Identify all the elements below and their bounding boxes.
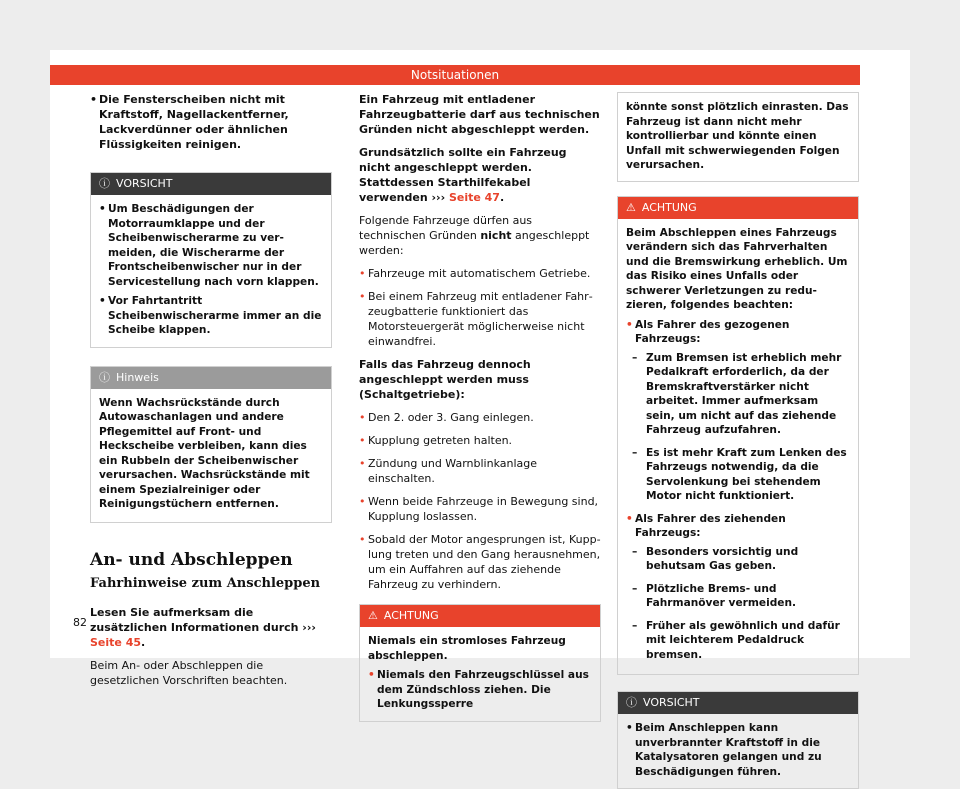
vorsicht-box	[90, 172, 332, 348]
para-1: Ein Fahrzeug mit entladener Fahrzeugbatterie darf aus technischen Gründen nicht abgeschleppt werden.	[359, 93, 600, 136]
page-header: Notsituationen	[50, 65, 860, 85]
achtung-text: Niemals ein stromloses Fahrzeug abschleppen.	[368, 635, 566, 662]
vorsicht-item-1: • Um Beschädigungen der Motorraumklappe und der Scheibenwischerarme zu vermeiden, die Wischerarme der Frontscheibenwischer nur in der Servicestellung nach vorn klappen.	[99, 202, 323, 289]
info-circle-icon: ⓘ	[99, 177, 110, 190]
hinweis-label: Hinweis	[116, 370, 159, 384]
list2-item: • Kupplung getreten halten.	[359, 433, 601, 448]
group2-item: – Früher als gewöhnlich und dafür mit leichterem Pedaldruck bremsen.	[626, 619, 850, 663]
warning-triangle-icon: ⚠	[626, 200, 636, 214]
list2-item: • Sobald der Motor angesprungen ist, Kupplung treten und den Gang herausnehmen, um ein Auffahren auf das ziehende Fahrzeug zu verhindern.	[359, 532, 601, 592]
vorsicht-box-2	[617, 691, 859, 789]
group1-item: – Zum Bremsen ist erheblich mehr Pedalkraft erforderlich, da der Bremskraftverstärker nicht arbeitet. Immer aufmerksam sein, um nicht auf das ziehende Fahrzeug aufzufahren.	[626, 351, 850, 438]
section-subtitle: Fahrhinweise zum Anschleppen	[90, 575, 321, 591]
hinweis-text: Wenn Wachsrückstände durch Autowaschanlagen und andere Pflegemittel auf Front- und Heckscheibe verbleiben, kann dies ein Rubbeln der Scheibenwischer verursachen. Wachsrückstände mit einem Spezialreiniger oder Reinigungstüchern entfernen.	[99, 396, 310, 510]
hinweis-box	[90, 366, 332, 523]
achtung-label: ACHTUNG	[383, 609, 439, 622]
column-1	[90, 92, 332, 696]
info-circle-icon: ⓘ	[626, 696, 637, 709]
section-title: An- und Abschleppen	[90, 549, 293, 570]
info-icon: ⓘ	[99, 370, 110, 384]
ref-link-seite-45[interactable]: Seite 45	[90, 635, 142, 649]
vorsicht-item-2: • Vor Fahrtantritt Scheibenwischerarme immer an die Scheibe klappen.	[99, 294, 323, 338]
achtung-continued-text: könnte sonst plötzlich einrasten. Das Fahrzeug ist dann nicht mehr kontrollierbar und könnte einen Unfall mit schwerwiegenden Folgen verursachen.	[626, 101, 849, 171]
group1-item: – Es ist mehr Kraft zum Lenken des Fahrzeugs notwendig, da die Servolenkung bei stehendem Motor nicht funktioniert.	[626, 446, 850, 504]
page-number: 82	[73, 616, 87, 629]
vorsicht-label: VORSICHT	[643, 696, 700, 709]
group2-item: – Plötzliche Brems- und Fahrmanöver vermeiden.	[626, 582, 850, 611]
para-2: Grundsätzlich sollte ein Fahrzeug nicht angeschleppt werden. Stattdessen Starthilfekabel verwenden ››› Seite 47.	[359, 146, 567, 204]
group2-item: – Besonders vorsichtig und behutsam Gas geben.	[626, 545, 850, 574]
body-text: Beim An- oder Abschleppen die gesetzlichen Vorschriften beachten.	[90, 658, 288, 687]
para-4: Falls das Fahrzeug dennoch angeschleppt werden muss (Schaltgetriebe):	[359, 358, 531, 401]
vorsicht-text: • Beim Anschleppen kann unverbrannter Kraftstoff in die Katalysatoren gelangen und zu Beschädigungen führen.	[626, 721, 850, 779]
ref-link-seite-47[interactable]: Seite 47	[448, 191, 500, 204]
list1-item: • Bei einem Fahrzeug mit entladener Fahrzeugbatterie funktioniert das Motorsteuergerät möglicherweise nicht einwandfrei.	[359, 289, 601, 349]
lead-text: Lesen Sie aufmerksam die zusätzlichen Informationen durch ››› Seite 45.	[90, 605, 316, 649]
achtung-text: Beim Abschleppen eines Fahrzeugs verändern sich das Fahrverhalten und die Bremswirkung erheblich. Um das Risiko eines Unfalls oder schwerer Verletzungen zu reduzieren, folgendes beachten:	[626, 226, 848, 311]
achtung-label: ACHTUNG	[641, 200, 697, 214]
achtung-continued	[617, 92, 859, 182]
list2-item: • Zündung und Warnblinkanlage einschalten.	[359, 456, 601, 486]
achtung-item: • Niemals den Fahrzeugschlüssel aus dem Zündschloss ziehen. Die Lenkungssperre	[368, 668, 592, 712]
list2-item: • Den 2. oder 3. Gang einlegen.	[359, 410, 601, 425]
group2-heading: • Als Fahrer des ziehenden Fahrzeugs:	[626, 512, 850, 541]
vorsicht-label: VORSICHT	[116, 177, 173, 190]
column-3	[617, 92, 859, 789]
para-3: Folgende Fahrzeuge dürfen aus technischen Gründen nicht angeschleppt werden:	[359, 214, 590, 257]
list1-item: • Fahrzeuge mit automatischem Getriebe.	[359, 266, 601, 281]
group1-heading: • Als Fahrer des gezogenen Fahrzeugs:	[626, 318, 850, 347]
intro-bullet: • Die Fensterscheiben nicht mit Kraftstoff, Nagellackentferner, Lackverdünner oder ähnlichen Flüssigkeiten reinigen.	[90, 92, 332, 152]
list2-item: • Wenn beide Fahrzeuge in Bewegung sind, Kupplung loslassen.	[359, 494, 601, 524]
achtung-box-2	[617, 196, 859, 676]
achtung-box-1	[359, 604, 601, 722]
warning-triangle-icon: ⚠	[368, 609, 378, 622]
column-2	[359, 92, 601, 722]
